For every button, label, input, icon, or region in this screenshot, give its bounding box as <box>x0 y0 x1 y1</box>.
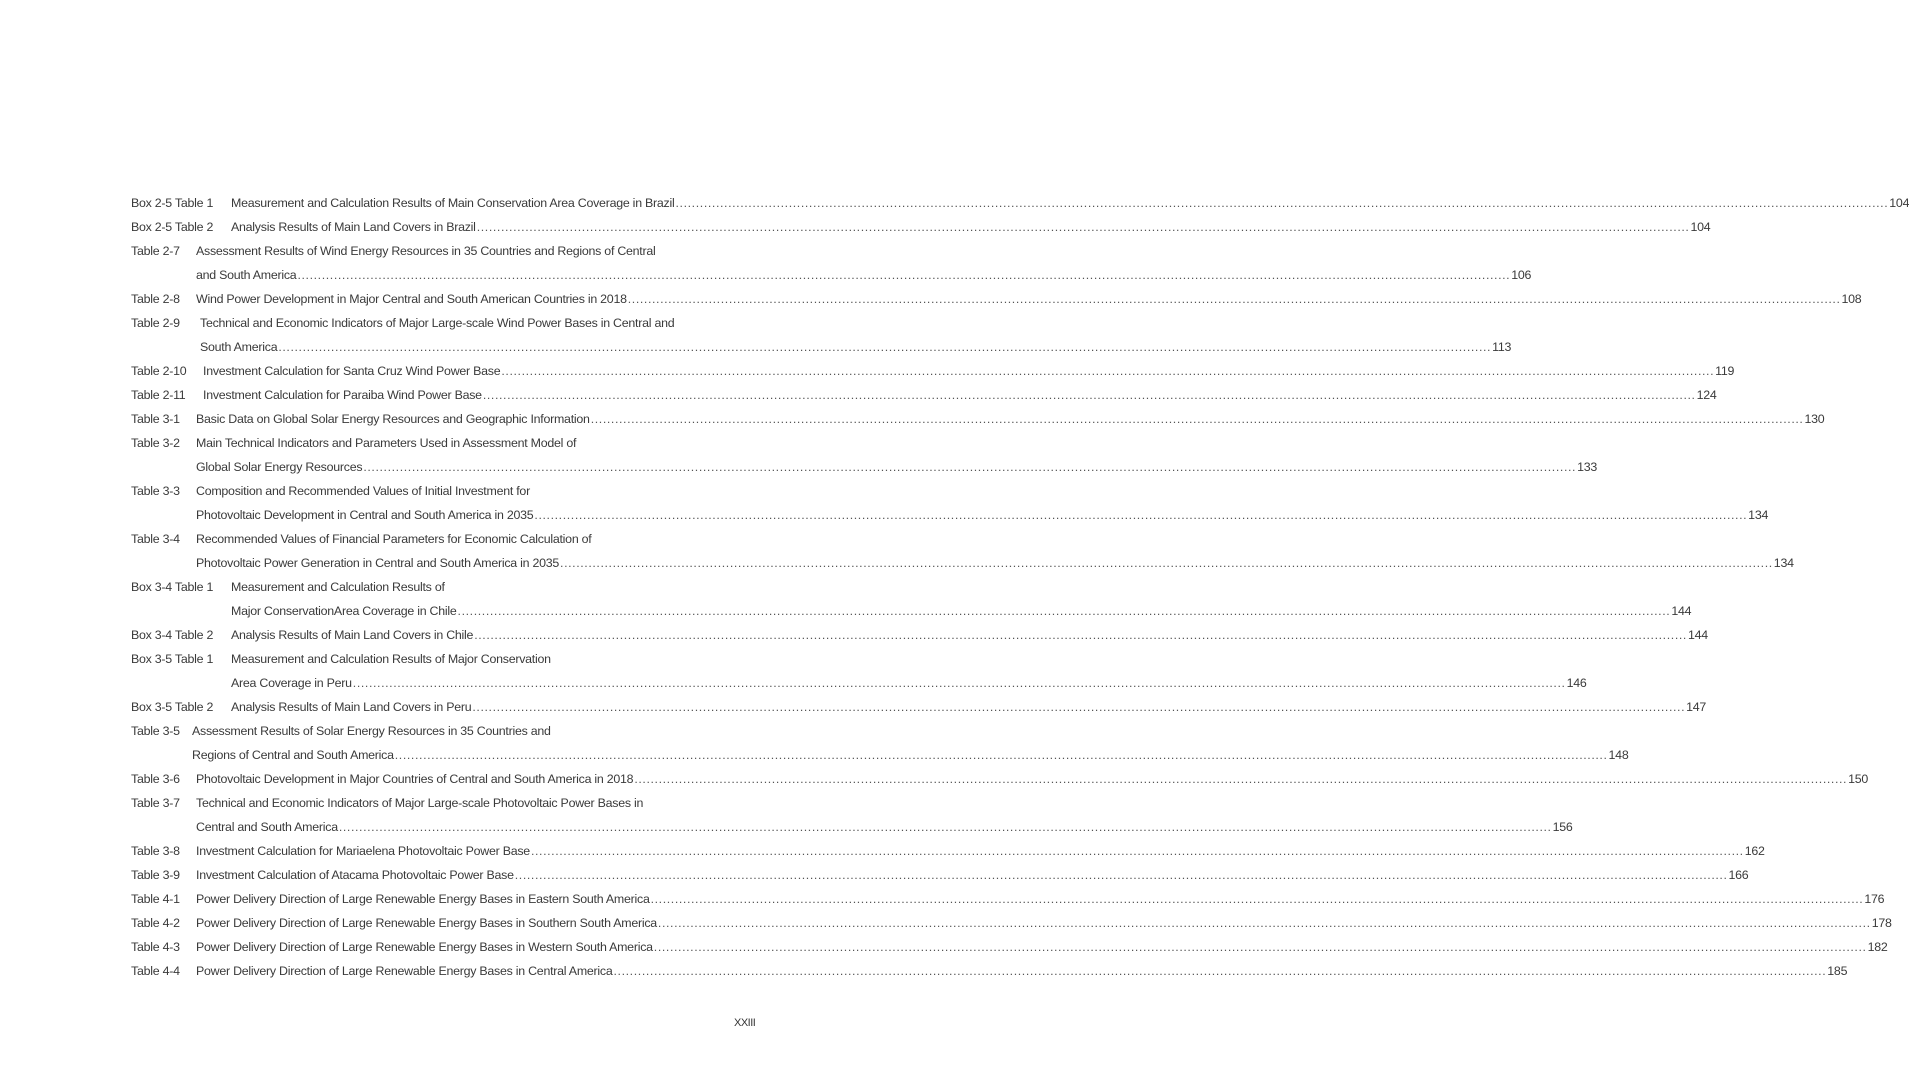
entry-page: 134 <box>1748 508 1769 522</box>
dot-leader: ............................................................................................................................................................................................................................................................................................................ <box>514 868 1728 882</box>
entry-title: Major ConservationArea Coverage in Chile <box>231 604 457 618</box>
toc-entry-line <box>131 551 1794 575</box>
dot-leader: ............................................................................................................................................................................................................................................................................................................ <box>657 916 1871 930</box>
entry-title: Basic Data on Global Solar Energy Resources and Geographic Information <box>196 412 590 426</box>
toc-entry-line <box>131 311 691 335</box>
entry-title: Analysis Results of Main Land Covers in Chile <box>231 628 474 642</box>
entry-title: Recommended Values of Financial Parameters for Economic Calculation of <box>196 532 592 546</box>
dot-leader: ............................................................................................................................................................................................................................................................................................................ <box>560 556 1773 570</box>
toc-entry-line <box>131 239 691 263</box>
entry-page: 166 <box>1728 868 1749 882</box>
entry-label: Table 3-7 <box>131 796 180 810</box>
entry-page: 147 <box>1686 700 1707 714</box>
entry-title: Investment Calculation of Atacama Photovoltaic Power Base <box>196 868 514 882</box>
toc-entry-line <box>131 479 691 503</box>
entry-page: 144 <box>1687 628 1708 642</box>
toc-entry-line <box>131 791 691 815</box>
entry-title: Assessment Results of Solar Energy Resources in 35 Countries and <box>192 724 551 738</box>
entry-title: Main Technical Indicators and Parameters Used in Assessment Model of <box>196 436 577 450</box>
dot-leader: ............................................................................................................................................................................................................................................................................................................ <box>474 628 1687 642</box>
entry-page: 134 <box>1773 556 1794 570</box>
toc-entry-line <box>131 215 1711 239</box>
dot-leader: ............................................................................................................................................................................................................................................................................................................ <box>278 340 1492 354</box>
entry-label: Table 2-7 <box>131 244 180 258</box>
entry-page: 148 <box>1608 748 1629 762</box>
entry-page: 150 <box>1848 772 1869 786</box>
entry-label: Table 3-4 <box>131 532 180 546</box>
dot-leader: ............................................................................................................................................................................................................................................................................................................ <box>627 292 1841 306</box>
dot-leader: ............................................................................................................................................................................................................................................................................................................ <box>457 604 1671 618</box>
entry-label: Table 4-2 <box>131 916 180 930</box>
entry-title: Power Delivery Direction of Large Renewable Energy Bases in Eastern South America <box>196 892 650 906</box>
entry-label: Table 3-8 <box>131 844 180 858</box>
dot-leader: ............................................................................................................................................................................................................................................................................................................ <box>530 844 1744 858</box>
toc-entry-line <box>131 671 1587 695</box>
toc-entry-line <box>131 527 691 551</box>
toc-entry-line <box>131 695 1707 719</box>
entry-page: 104 <box>1690 220 1711 234</box>
toc-entry-line <box>131 599 1692 623</box>
toc-entry-line <box>131 839 1765 863</box>
entry-label: Table 3-5 <box>131 724 180 738</box>
dot-leader: ............................................................................................................................................................................................................................................................................................................ <box>394 748 1608 762</box>
entry-label: Box 3-5 Table 2 <box>131 700 214 714</box>
entry-title: Assessment Results of Wind Energy Resources in 35 Countries and Regions of Central <box>196 244 656 258</box>
entry-label: Box 2-5 Table 2 <box>131 220 214 234</box>
toc-entry-line <box>131 431 691 455</box>
entry-title: and South America <box>196 268 297 282</box>
entry-title: Regions of Central and South America <box>192 748 394 762</box>
toc-entry-line <box>131 623 1708 647</box>
entry-title: Power Delivery Direction of Large Renewable Energy Bases in Central America <box>196 964 613 978</box>
entry-page: 133 <box>1577 460 1598 474</box>
entry-label: Table 3-9 <box>131 868 180 882</box>
entry-label: Table 2-10 <box>131 364 187 378</box>
entry-title: Photovoltaic Development in Major Countries of Central and South America in 2018 <box>196 772 634 786</box>
toc-entry-line <box>131 935 1888 959</box>
entry-label: Table 4-3 <box>131 940 180 954</box>
entry-title: Photovoltaic Power Generation in Central and South America in 2035 <box>196 556 560 570</box>
entry-label: Table 3-6 <box>131 772 180 786</box>
entry-page: 124 <box>1696 388 1717 402</box>
entry-title: Area Coverage in Peru <box>231 676 352 690</box>
dot-leader: ............................................................................................................................................................................................................................................................................................................ <box>675 196 1889 210</box>
dot-leader: ............................................................................................................................................................................................................................................................................................................ <box>363 460 1577 474</box>
page-number: XXIII <box>734 1017 756 1029</box>
toc-entry-line <box>131 719 691 743</box>
entry-title: Power Delivery Direction of Large Renewable Energy Bases in Western South America <box>196 940 653 954</box>
toc-entry-line <box>131 575 691 599</box>
entry-page: 185 <box>1827 964 1848 978</box>
entry-title: Investment Calculation for Santa Cruz Wind Power Base <box>203 364 501 378</box>
entry-title: South America <box>200 340 278 354</box>
dot-leader: ............................................................................................................................................................................................................................................................................................................ <box>650 892 1864 906</box>
entry-page: 162 <box>1744 844 1765 858</box>
entry-label: Table 3-2 <box>131 436 180 450</box>
entry-label: Table 4-4 <box>131 964 180 978</box>
toc-entry-line <box>131 383 1717 407</box>
entry-title: Investment Calculation for Mariaelena Photovoltaic Power Base <box>196 844 530 858</box>
entry-label: Box 2-5 Table 1 <box>131 196 214 210</box>
entry-page: 178 <box>1871 916 1892 930</box>
entry-title: Investment Calculation for Paraiba Wind Power Base <box>203 388 482 402</box>
entry-title: Global Solar Energy Resources <box>196 460 363 474</box>
entry-title: Wind Power Development in Major Central and South American Countries in 2018 <box>196 292 627 306</box>
toc-entry-line <box>131 767 1869 791</box>
toc-entry-line <box>131 815 1573 839</box>
toc-entry-line <box>131 455 1598 479</box>
entry-label: Table 2-9 <box>131 316 180 330</box>
entry-label: Box 3-4 Table 2 <box>131 628 214 642</box>
entry-title: Measurement and Calculation Results of Main Conservation Area Coverage in Brazil <box>231 196 675 210</box>
list-of-tables <box>131 191 1909 983</box>
dot-leader: ............................................................................................................................................................................................................................................................................................................ <box>476 220 1690 234</box>
entry-page: 146 <box>1566 676 1587 690</box>
toc-entry-line <box>131 287 1862 311</box>
entry-title: Analysis Results of Main Land Covers in Peru <box>231 700 472 714</box>
entry-title: Composition and Recommended Values of Initial Investment for <box>196 484 530 498</box>
toc-entry-line <box>131 911 1892 935</box>
entry-label: Table 2-11 <box>131 388 186 402</box>
entry-title: Central and South America <box>196 820 338 834</box>
toc-entry-line <box>131 743 1629 767</box>
entry-title: Photovoltaic Development in Central and South America in 2035 <box>196 508 534 522</box>
entry-label: Table 2-8 <box>131 292 180 306</box>
entry-label: Box 3-4 Table 1 <box>131 580 214 594</box>
entry-title: Measurement and Calculation Results of Major Conservation <box>231 652 551 666</box>
dot-leader: ............................................................................................................................................................................................................................................................................................................ <box>634 772 1848 786</box>
entry-title: Measurement and Calculation Results of <box>231 580 445 594</box>
dot-leader: ............................................................................................................................................................................................................................................................................................................ <box>352 676 1566 690</box>
dot-leader: ............................................................................................................................................................................................................................................................................................................ <box>472 700 1686 714</box>
entry-label: Table 4-1 <box>131 892 180 906</box>
dot-leader: ............................................................................................................................................................................................................................................................................................................ <box>534 508 1748 522</box>
entry-page: 156 <box>1552 820 1573 834</box>
dot-leader: ............................................................................................................................................................................................................................................................................................................ <box>653 940 1867 954</box>
dot-leader: ............................................................................................................................................................................................................................................................................................................ <box>590 412 1804 426</box>
toc-entry-line <box>131 503 1769 527</box>
toc-entry-line <box>131 887 1885 911</box>
toc-entry-line <box>131 647 691 671</box>
toc-entry-line <box>131 863 1749 887</box>
entry-label: Table 3-1 <box>131 412 180 426</box>
entry-title: Technical and Economic Indicators of Major Large-scale Photovoltaic Power Bases in <box>196 796 644 810</box>
entry-page: 182 <box>1867 940 1888 954</box>
entry-page: 106 <box>1511 268 1532 282</box>
dot-leader: ............................................................................................................................................................................................................................................................................................................ <box>501 364 1715 378</box>
entry-title: Technical and Economic Indicators of Major Large-scale Wind Power Bases in Central and <box>200 316 675 330</box>
entry-page: 144 <box>1671 604 1692 618</box>
entry-title: Analysis Results of Main Land Covers in Brazil <box>231 220 476 234</box>
dot-leader: ............................................................................................................................................................................................................................................................................................................ <box>338 820 1552 834</box>
dot-leader: ............................................................................................................................................................................................................................................................................................................ <box>482 388 1696 402</box>
toc-entry-line <box>131 959 1848 983</box>
toc-entry-line <box>131 335 1512 359</box>
toc-entry-line <box>131 263 1532 287</box>
entry-label: Table 3-3 <box>131 484 180 498</box>
entry-page: 119 <box>1715 364 1735 378</box>
dot-leader: ............................................................................................................................................................................................................................................................................................................ <box>297 268 1511 282</box>
entry-page: 130 <box>1804 412 1825 426</box>
entry-page: 176 <box>1864 892 1885 906</box>
entry-page: 113 <box>1492 340 1512 354</box>
entry-page: 104 <box>1889 196 1909 210</box>
entry-page: 108 <box>1841 292 1862 306</box>
dot-leader: ............................................................................................................................................................................................................................................................................................................ <box>613 964 1827 978</box>
toc-entry-line <box>131 191 1909 215</box>
entry-title: Power Delivery Direction of Large Renewable Energy Bases in Southern South America <box>196 916 657 930</box>
toc-entry-line <box>131 407 1825 431</box>
entry-label: Box 3-5 Table 1 <box>131 652 214 666</box>
toc-entry-line <box>131 359 1735 383</box>
